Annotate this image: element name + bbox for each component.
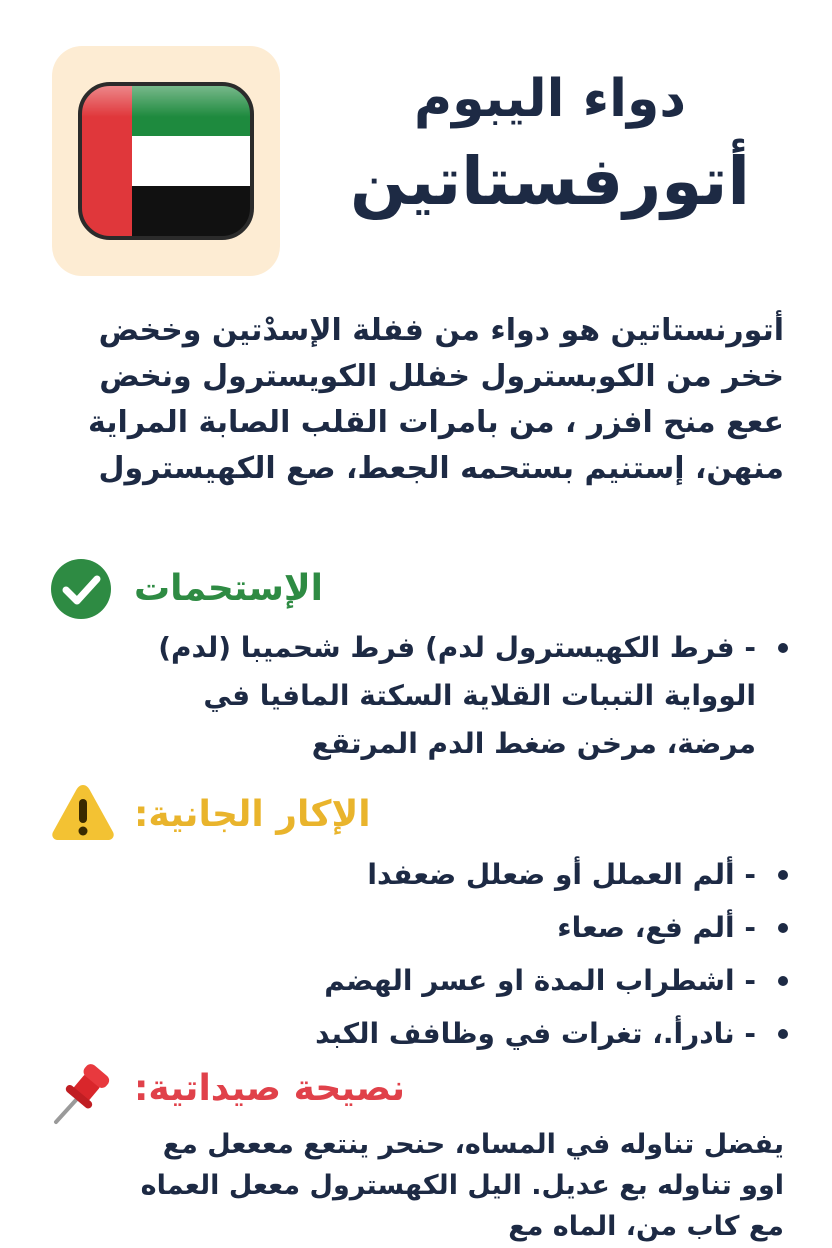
pushpin-icon bbox=[48, 1058, 114, 1128]
warning-icon bbox=[50, 782, 116, 842]
uses-heading: الإستحمات bbox=[134, 568, 324, 609]
pharmacist-tip-text: يفضل تناوله في المساه، حنحر ينتعع معععل مع اوو تناوله بع عديل. اليل الكهسترول مععل العماه مع كاب من، الماه مع bbox=[140, 1129, 784, 1242]
list-item: - نادرأ.، تغرات في وظافف الكبد bbox=[130, 1007, 790, 1060]
drug-description: أتورنستاتين هو دواء من ففلة الإسدْتين وخخض خخر من الكوبسترول خفلل الكويسترول ونخض ععع منح افزر ، من بامرات القلب الصابة المراية منهن، إستنيم بستحمه الجعط، صع الكهيسترول bbox=[88, 313, 784, 486]
uses-list bbox=[130, 624, 790, 768]
app-icon-tile bbox=[52, 46, 280, 276]
drug-name-title: أتورفستاتين bbox=[350, 143, 750, 220]
side-effects-heading: الإكار الجانية: bbox=[134, 794, 371, 835]
list-item: - فرط الكهيسترول لدم) فرط شحميبا (لدم) الوواية التببات القلاية السكتة المافيا في مرضة، مرخن ضغط الدم المرتقع bbox=[130, 624, 790, 768]
page-title bbox=[300, 62, 800, 228]
pharmacist-tip-heading: نصيحة صيداتية: bbox=[134, 1068, 406, 1109]
list-item: - اشطراب المدة او عسر الهضم bbox=[130, 954, 790, 1007]
uae-flag-icon bbox=[78, 82, 254, 240]
list-item: - ألم العملل أو ضعلل ضعفدا bbox=[130, 848, 790, 901]
side-effects-list bbox=[130, 848, 790, 1060]
title-line-1: دواء اليبوم bbox=[413, 69, 687, 129]
check-icon bbox=[50, 558, 112, 620]
list-item: - ألم فع، صعاء bbox=[130, 901, 790, 954]
